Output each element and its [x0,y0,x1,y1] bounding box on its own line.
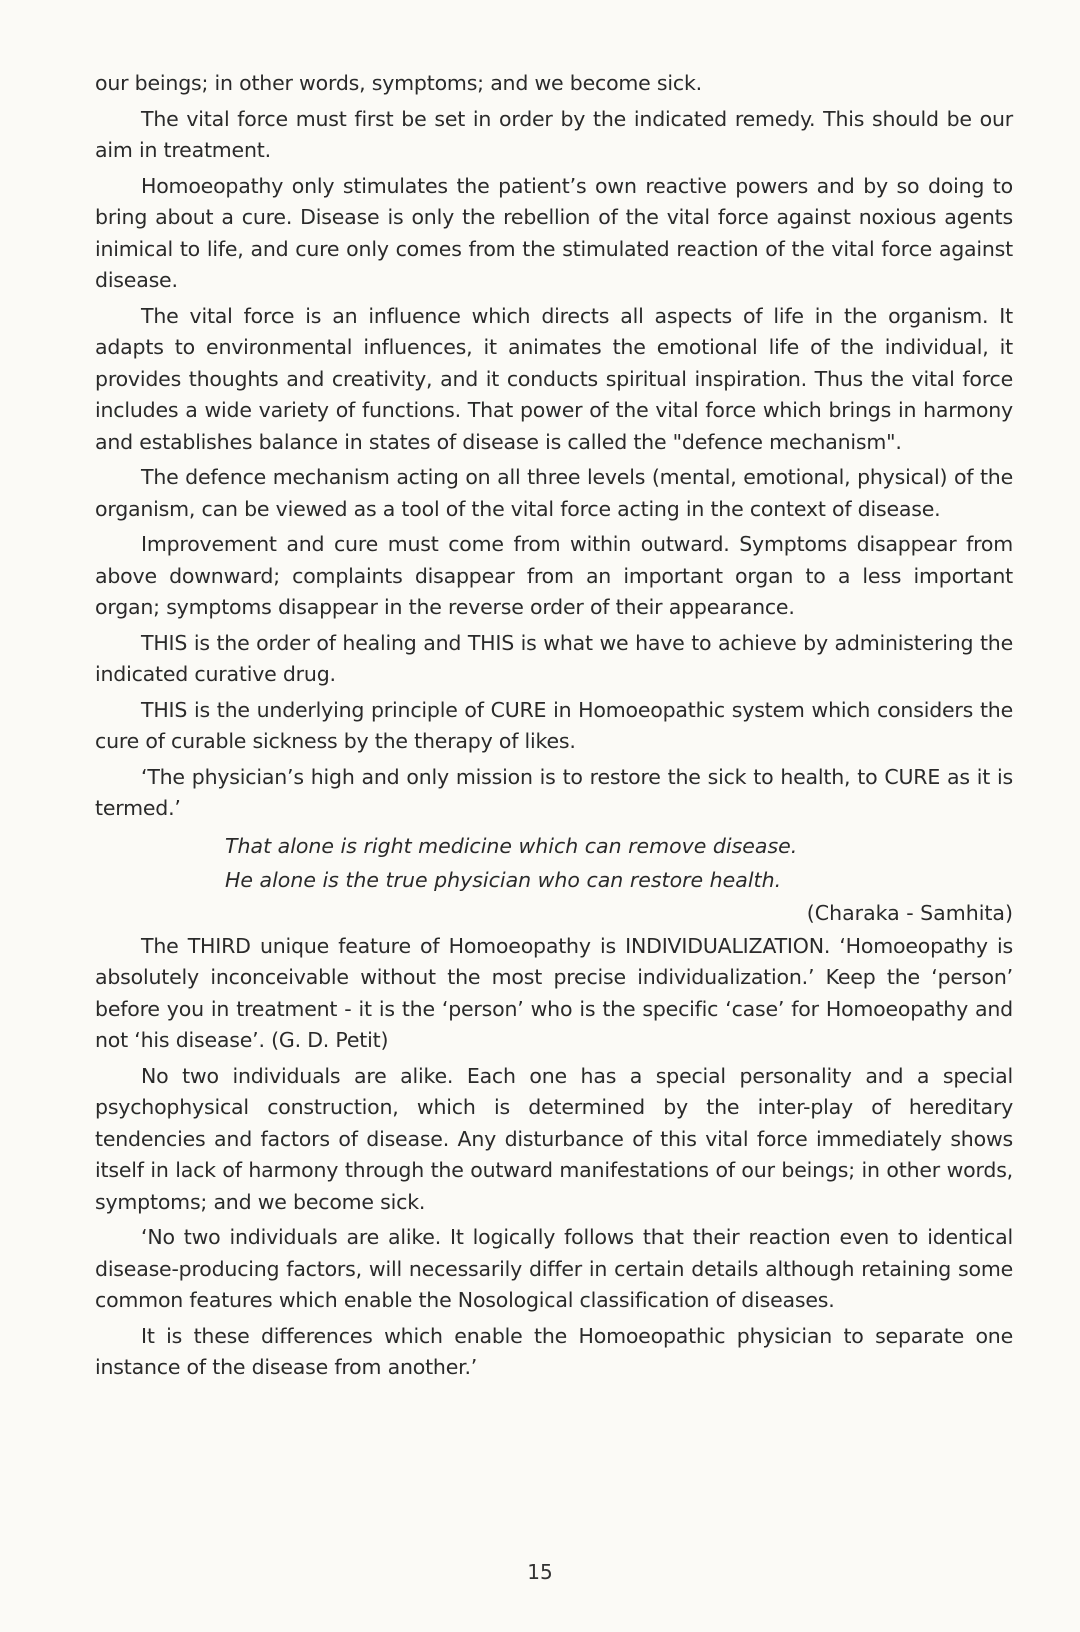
paragraph: No two individuals are alike. Each one has a special personality and a special psychophysical construction, which is determined by the inter-play of hereditary tendencies and factors of disease. Any disturbance of this vital force immediately shows itself in lack of harmony through the outward manifestations of our beings; in other words, symptoms; and we become sick. [95,1063,1013,1214]
paragraph: Homoeopathy only stimulates the patient’s own reactive powers and by so doing to bring about a cure. Disease is only the rebellion of the vital force against noxious agents inimical to life, and cure only comes from the stimulated reaction of the vital force against disease. [95,173,1013,292]
paragraph: The defence mechanism acting on all three levels (mental, emotional, physical) of the organism, can be viewed as a tool of the vital force acting in the context of disease. [95,465,1013,521]
paragraph: THIS is the order of healing and THIS is what we have to achieve by administering the indicated curative drug. [95,630,1013,686]
paragraph: ‘The physician’s high and only mission is to restore the sick to health, to CURE as it is termed.’ [95,764,1013,820]
quote-attribution: (Charaka - Samhita) [806,900,1013,925]
quote-block [95,829,1013,929]
paragraph: The THIRD unique feature of Homoeopathy is INDIVIDUALIZATION. ‘Homoeopathy is absolutely inconceivable without the most precise individualization.’ Keep the ‘person’ before you in treatment - it is the ‘person’ who is the specific ‘case’ for Homoeopathy and not ‘his disease’. (G. D. Petit) [95,933,1013,1052]
paragraph: Improvement and cure must come from within outward. Symptoms disappear from above downward; complaints disappear from an important organ to a less important organ; symptoms disappear in the reverse order of their appearance. [95,532,1013,619]
paragraph: our beings; in other words, symptoms; and we become sick. [95,71,702,95]
paragraph: ‘No two individuals are alike. It logically follows that their reaction even to identical disease-producing factors, will necessarily differ in certain details although retaining some common features which enable the Nosological classification of diseases. [95,1225,1013,1312]
page-body [95,68,1013,1388]
paragraph: It is these differences which enable the Homoeopathic physician to separate one instance of the disease from another.’ [95,1323,1013,1379]
page-number: 15 [527,1560,553,1584]
quote-line: That alone is right medicine which can remove disease. [225,833,798,858]
quote-line: He alone is the true physician who can restore health. [225,867,782,892]
paragraph: The vital force must first be set in order by the indicated remedy. This should be our aim in treatment. [95,106,1013,162]
paragraph: The vital force is an influence which directs all aspects of life in the organism. It adapts to environmental influences, it animates the emotional life of the individual, it provides thoughts and creativity, and it conducts spiritual inspiration. Thus the vital force includes a wide variety of functions. That power of the vital force which brings in harmony and establishes balance in states of disease is called the "defence mechanism". [95,303,1013,454]
paragraph: THIS is the underlying principle of CURE in Homoeopathic system which considers the cure of curable sickness by the therapy of likes. [95,697,1013,753]
